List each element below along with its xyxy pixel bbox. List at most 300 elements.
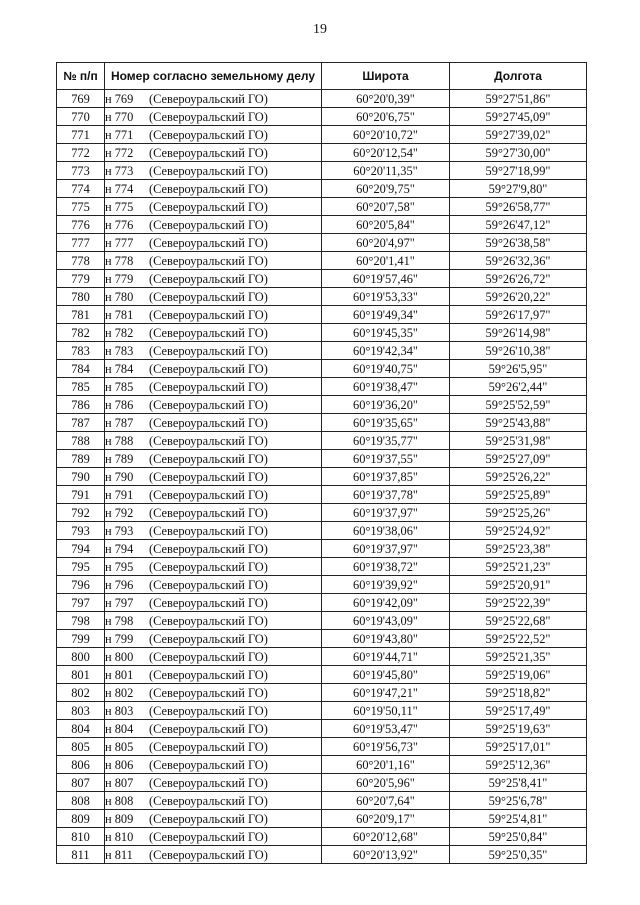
- longitude-cell: 59°27'39,02": [450, 126, 587, 144]
- longitude-cell: 59°27'9,80": [450, 180, 587, 198]
- land-ref-cell: [105, 432, 322, 450]
- land-ref-district: (Североуральский ГО): [149, 451, 268, 466]
- longitude-cell: 59°25'8,41": [450, 774, 587, 792]
- row-number: 779: [57, 270, 105, 288]
- land-ref-code: н 774: [105, 181, 134, 196]
- land-ref-district: (Североуральский ГО): [149, 703, 268, 718]
- longitude-cell: 59°25'19,06": [450, 666, 587, 684]
- table-row: [57, 756, 587, 774]
- table-row: [57, 360, 587, 378]
- land-ref-code: н 772: [105, 145, 134, 160]
- land-ref-cell: [105, 576, 322, 594]
- land-ref-cell: [105, 756, 322, 774]
- table-row: [57, 234, 587, 252]
- latitude-cell: 60°20'1,16": [322, 756, 450, 774]
- longitude-cell: 59°25'19,63": [450, 720, 587, 738]
- longitude-cell: 59°26'26,72": [450, 270, 587, 288]
- latitude-cell: 60°20'0,39": [322, 90, 450, 108]
- header-num: № п/п: [57, 63, 105, 90]
- land-ref-code: н 788: [105, 433, 134, 448]
- latitude-cell: 60°20'12,54": [322, 144, 450, 162]
- table-row: [57, 522, 587, 540]
- row-number: 784: [57, 360, 105, 378]
- table-row: [57, 378, 587, 396]
- land-ref-cell: [105, 594, 322, 612]
- latitude-cell: 60°20'5,84": [322, 216, 450, 234]
- land-ref-cell: [105, 270, 322, 288]
- land-ref-cell: [105, 522, 322, 540]
- land-ref-code: н 809: [105, 811, 134, 826]
- land-ref-cell: [105, 828, 322, 846]
- latitude-cell: 60°19'53,33": [322, 288, 450, 306]
- row-number: 798: [57, 612, 105, 630]
- latitude-cell: 60°20'6,75": [322, 108, 450, 126]
- table-row: [57, 252, 587, 270]
- land-ref-code: н 783: [105, 343, 134, 358]
- land-ref-district: (Североуральский ГО): [149, 289, 268, 304]
- land-ref-code: н 798: [105, 613, 134, 628]
- land-ref-district: (Североуральский ГО): [149, 253, 268, 268]
- table-row: [57, 162, 587, 180]
- row-number: 802: [57, 684, 105, 702]
- land-ref-code: н 787: [105, 415, 134, 430]
- land-ref-district: (Североуральский ГО): [149, 793, 268, 808]
- land-ref-district: (Североуральский ГО): [149, 505, 268, 520]
- land-ref-cell: [105, 396, 322, 414]
- longitude-cell: 59°26'14,98": [450, 324, 587, 342]
- land-ref-cell: [105, 198, 322, 216]
- land-ref-cell: [105, 666, 322, 684]
- table-row: [57, 144, 587, 162]
- table-row: [57, 414, 587, 432]
- land-ref-cell: [105, 288, 322, 306]
- longitude-cell: 59°25'43,88": [450, 414, 587, 432]
- land-ref-cell: [105, 684, 322, 702]
- land-ref-district: (Североуральский ГО): [149, 811, 268, 826]
- land-ref-code: н 811: [105, 847, 133, 862]
- land-ref-cell: [105, 468, 322, 486]
- table-row: [57, 666, 587, 684]
- land-ref-code: н 805: [105, 739, 134, 754]
- row-number: 804: [57, 720, 105, 738]
- land-ref-cell: [105, 306, 322, 324]
- longitude-cell: 59°25'23,38": [450, 540, 587, 558]
- table-row: [57, 630, 587, 648]
- land-ref-cell: [105, 342, 322, 360]
- land-ref-district: (Североуральский ГО): [149, 469, 268, 484]
- land-ref-district: (Североуральский ГО): [149, 739, 268, 754]
- table-row: [57, 720, 587, 738]
- latitude-cell: 60°19'37,78": [322, 486, 450, 504]
- land-ref-code: н 793: [105, 523, 134, 538]
- longitude-cell: 59°25'0,84": [450, 828, 587, 846]
- latitude-cell: 60°20'1,41": [322, 252, 450, 270]
- row-number: 797: [57, 594, 105, 612]
- land-ref-district: (Североуральский ГО): [149, 649, 268, 664]
- table-row: [57, 90, 587, 108]
- land-ref-code: н 771: [105, 127, 134, 142]
- land-ref-code: н 800: [105, 649, 134, 664]
- row-number: 770: [57, 108, 105, 126]
- table-row: [57, 558, 587, 576]
- land-ref-district: (Североуральский ГО): [149, 577, 268, 592]
- table-row: [57, 612, 587, 630]
- land-ref-code: н 795: [105, 559, 134, 574]
- land-ref-cell: [105, 738, 322, 756]
- table-row: [57, 126, 587, 144]
- land-ref-cell: [105, 234, 322, 252]
- row-number: 810: [57, 828, 105, 846]
- row-number: 790: [57, 468, 105, 486]
- land-ref-code: н 777: [105, 235, 134, 250]
- land-ref-code: н 773: [105, 163, 134, 178]
- header-lat: Широта: [322, 63, 450, 90]
- longitude-cell: 59°25'18,82": [450, 684, 587, 702]
- land-ref-district: (Североуральский ГО): [149, 775, 268, 790]
- land-ref-district: (Североуральский ГО): [149, 235, 268, 250]
- table-row: [57, 792, 587, 810]
- latitude-cell: 60°19'36,20": [322, 396, 450, 414]
- latitude-cell: 60°20'9,17": [322, 810, 450, 828]
- land-ref-district: (Североуральский ГО): [149, 307, 268, 322]
- row-number: 800: [57, 648, 105, 666]
- land-ref-district: (Североуральский ГО): [149, 721, 268, 736]
- land-ref-district: (Североуральский ГО): [149, 541, 268, 556]
- table-row: [57, 468, 587, 486]
- table-row: [57, 540, 587, 558]
- land-ref-code: н 785: [105, 379, 134, 394]
- table-row: [57, 702, 587, 720]
- row-number: 777: [57, 234, 105, 252]
- latitude-cell: 60°20'5,96": [322, 774, 450, 792]
- latitude-cell: 60°19'47,21": [322, 684, 450, 702]
- row-number: 772: [57, 144, 105, 162]
- land-ref-code: н 792: [105, 505, 134, 520]
- land-ref-cell: [105, 162, 322, 180]
- land-ref-code: н 808: [105, 793, 134, 808]
- table-row: [57, 648, 587, 666]
- longitude-cell: 59°25'21,35": [450, 648, 587, 666]
- header-lon: Долгота: [450, 63, 587, 90]
- longitude-cell: 59°25'52,59": [450, 396, 587, 414]
- land-ref-district: (Североуральский ГО): [149, 685, 268, 700]
- table-row: [57, 504, 587, 522]
- latitude-cell: 60°20'7,58": [322, 198, 450, 216]
- table-row: [57, 396, 587, 414]
- row-number: 803: [57, 702, 105, 720]
- table-row: [57, 738, 587, 756]
- land-ref-cell: [105, 108, 322, 126]
- land-ref-cell: [105, 540, 322, 558]
- row-number: 793: [57, 522, 105, 540]
- row-number: 781: [57, 306, 105, 324]
- longitude-cell: 59°25'24,92": [450, 522, 587, 540]
- table-row: [57, 324, 587, 342]
- land-ref-district: (Североуральский ГО): [149, 433, 268, 448]
- row-number: 789: [57, 450, 105, 468]
- land-ref-code: н 796: [105, 577, 134, 592]
- land-ref-code: н 799: [105, 631, 134, 646]
- land-ref-cell: [105, 846, 322, 864]
- row-number: 771: [57, 126, 105, 144]
- land-ref-code: н 804: [105, 721, 134, 736]
- land-ref-district: (Североуральский ГО): [149, 847, 268, 862]
- latitude-cell: 60°19'49,34": [322, 306, 450, 324]
- longitude-cell: 59°25'26,22": [450, 468, 587, 486]
- land-ref-cell: [105, 144, 322, 162]
- latitude-cell: 60°19'39,92": [322, 576, 450, 594]
- land-ref-cell: [105, 252, 322, 270]
- land-ref-cell: [105, 648, 322, 666]
- row-number: 786: [57, 396, 105, 414]
- table-row: [57, 216, 587, 234]
- latitude-cell: 60°19'40,75": [322, 360, 450, 378]
- longitude-cell: 59°25'17,49": [450, 702, 587, 720]
- land-ref-district: (Североуральский ГО): [149, 343, 268, 358]
- row-number: 801: [57, 666, 105, 684]
- land-ref-district: (Североуральский ГО): [149, 361, 268, 376]
- row-number: 795: [57, 558, 105, 576]
- longitude-cell: 59°25'12,36": [450, 756, 587, 774]
- land-ref-district: (Североуральский ГО): [149, 397, 268, 412]
- table-row: [57, 774, 587, 792]
- latitude-cell: 60°19'45,80": [322, 666, 450, 684]
- latitude-cell: 60°20'13,92": [322, 846, 450, 864]
- table-row: [57, 576, 587, 594]
- table-row: [57, 810, 587, 828]
- land-ref-code: н 797: [105, 595, 134, 610]
- land-ref-cell: [105, 702, 322, 720]
- land-ref-code: н 776: [105, 217, 134, 232]
- longitude-cell: 59°25'17,01": [450, 738, 587, 756]
- latitude-cell: 60°19'43,80": [322, 630, 450, 648]
- table-row: [57, 828, 587, 846]
- longitude-cell: 59°25'0,35": [450, 846, 587, 864]
- land-ref-district: (Североуральский ГО): [149, 181, 268, 196]
- latitude-cell: 60°20'12,68": [322, 828, 450, 846]
- land-ref-district: (Североуральский ГО): [149, 127, 268, 142]
- table-row: [57, 486, 587, 504]
- land-ref-district: (Североуральский ГО): [149, 109, 268, 124]
- longitude-cell: 59°26'47,12": [450, 216, 587, 234]
- row-number: 778: [57, 252, 105, 270]
- longitude-cell: 59°27'51,86": [450, 90, 587, 108]
- longitude-cell: 59°26'5,95": [450, 360, 587, 378]
- table-row: [57, 288, 587, 306]
- table-row: [57, 450, 587, 468]
- row-number: 809: [57, 810, 105, 828]
- land-ref-code: н 778: [105, 253, 134, 268]
- latitude-cell: 60°19'42,34": [322, 342, 450, 360]
- land-ref-district: (Североуральский ГО): [149, 559, 268, 574]
- table-body: [57, 90, 587, 864]
- table-row: [57, 432, 587, 450]
- longitude-cell: 59°25'22,39": [450, 594, 587, 612]
- row-number: 806: [57, 756, 105, 774]
- land-ref-district: (Североуральский ГО): [149, 523, 268, 538]
- land-ref-cell: [105, 774, 322, 792]
- longitude-cell: 59°26'2,44": [450, 378, 587, 396]
- table-row: [57, 198, 587, 216]
- latitude-cell: 60°19'43,09": [322, 612, 450, 630]
- land-ref-district: (Североуральский ГО): [149, 163, 268, 178]
- latitude-cell: 60°19'56,73": [322, 738, 450, 756]
- land-ref-cell: [105, 378, 322, 396]
- latitude-cell: 60°19'38,72": [322, 558, 450, 576]
- longitude-cell: 59°25'6,78": [450, 792, 587, 810]
- latitude-cell: 60°20'9,75": [322, 180, 450, 198]
- land-ref-district: (Североуральский ГО): [149, 631, 268, 646]
- row-number: 791: [57, 486, 105, 504]
- land-ref-code: н 781: [105, 307, 134, 322]
- land-ref-district: (Североуральский ГО): [149, 829, 268, 844]
- latitude-cell: 60°19'35,77": [322, 432, 450, 450]
- table-header: [57, 63, 587, 90]
- land-ref-code: н 775: [105, 199, 134, 214]
- row-number: 799: [57, 630, 105, 648]
- longitude-cell: 59°27'18,99": [450, 162, 587, 180]
- longitude-cell: 59°25'25,26": [450, 504, 587, 522]
- longitude-cell: 59°26'38,58": [450, 234, 587, 252]
- land-ref-code: н 803: [105, 703, 134, 718]
- latitude-cell: 60°19'37,55": [322, 450, 450, 468]
- land-ref-cell: [105, 810, 322, 828]
- land-ref-district: (Североуральский ГО): [149, 757, 268, 772]
- land-ref-district: (Североуральский ГО): [149, 91, 268, 106]
- land-ref-code: н 801: [105, 667, 134, 682]
- page-number: 19: [313, 22, 327, 37]
- table-row: [57, 108, 587, 126]
- land-ref-code: н 810: [105, 829, 134, 844]
- land-ref-district: (Североуральский ГО): [149, 217, 268, 232]
- row-number: 776: [57, 216, 105, 234]
- latitude-cell: 60°19'37,97": [322, 504, 450, 522]
- row-number: 782: [57, 324, 105, 342]
- header-ref: Номер согласно земельному делу: [105, 63, 322, 90]
- longitude-cell: 59°25'27,09": [450, 450, 587, 468]
- latitude-cell: 60°19'37,85": [322, 468, 450, 486]
- land-ref-district: (Североуральский ГО): [149, 415, 268, 430]
- latitude-cell: 60°20'11,35": [322, 162, 450, 180]
- row-number: 807: [57, 774, 105, 792]
- latitude-cell: 60°19'42,09": [322, 594, 450, 612]
- land-ref-code: н 789: [105, 451, 134, 466]
- land-ref-cell: [105, 612, 322, 630]
- longitude-cell: 59°27'30,00": [450, 144, 587, 162]
- land-ref-code: н 790: [105, 469, 134, 484]
- land-ref-code: н 791: [105, 487, 134, 502]
- land-ref-cell: [105, 504, 322, 522]
- table-row: [57, 594, 587, 612]
- row-number: 773: [57, 162, 105, 180]
- land-ref-cell: [105, 360, 322, 378]
- land-ref-code: н 806: [105, 757, 134, 772]
- land-ref-code: н 794: [105, 541, 134, 556]
- land-ref-code: н 784: [105, 361, 134, 376]
- land-ref-cell: [105, 216, 322, 234]
- row-number: 775: [57, 198, 105, 216]
- land-ref-cell: [105, 90, 322, 108]
- land-ref-cell: [105, 792, 322, 810]
- row-number: 787: [57, 414, 105, 432]
- land-ref-cell: [105, 180, 322, 198]
- longitude-cell: 59°25'31,98": [450, 432, 587, 450]
- latitude-cell: 60°20'4,97": [322, 234, 450, 252]
- land-ref-cell: [105, 414, 322, 432]
- latitude-cell: 60°19'50,11": [322, 702, 450, 720]
- longitude-cell: 59°25'20,91": [450, 576, 587, 594]
- land-ref-district: (Североуральский ГО): [149, 325, 268, 340]
- latitude-cell: 60°19'44,71": [322, 648, 450, 666]
- row-number: 774: [57, 180, 105, 198]
- table-row: [57, 684, 587, 702]
- land-ref-district: (Североуральский ГО): [149, 199, 268, 214]
- longitude-cell: 59°26'32,36": [450, 252, 587, 270]
- row-number: 794: [57, 540, 105, 558]
- longitude-cell: 59°25'4,81": [450, 810, 587, 828]
- longitude-cell: 59°26'58,77": [450, 198, 587, 216]
- row-number: 805: [57, 738, 105, 756]
- table-row: [57, 342, 587, 360]
- row-number: 785: [57, 378, 105, 396]
- row-number: 788: [57, 432, 105, 450]
- table-row: [57, 180, 587, 198]
- land-ref-code: н 779: [105, 271, 134, 286]
- longitude-cell: 59°25'22,68": [450, 612, 587, 630]
- latitude-cell: 60°19'57,46": [322, 270, 450, 288]
- longitude-cell: 59°26'20,22": [450, 288, 587, 306]
- land-ref-code: н 802: [105, 685, 134, 700]
- latitude-cell: 60°19'38,47": [322, 378, 450, 396]
- longitude-cell: 59°26'17,97": [450, 306, 587, 324]
- row-number: 769: [57, 90, 105, 108]
- land-ref-district: (Североуральский ГО): [149, 487, 268, 502]
- land-ref-district: (Североуральский ГО): [149, 379, 268, 394]
- longitude-cell: 59°25'22,52": [450, 630, 587, 648]
- row-number: 792: [57, 504, 105, 522]
- row-number: 811: [57, 846, 105, 864]
- land-ref-cell: [105, 324, 322, 342]
- land-ref-district: (Североуральский ГО): [149, 613, 268, 628]
- land-ref-code: н 786: [105, 397, 134, 412]
- land-ref-cell: [105, 486, 322, 504]
- table-row: [57, 306, 587, 324]
- row-number: 808: [57, 792, 105, 810]
- coordinates-table: [56, 62, 587, 864]
- land-ref-district: (Североуральский ГО): [149, 595, 268, 610]
- latitude-cell: 60°19'37,97": [322, 540, 450, 558]
- table-row: [57, 270, 587, 288]
- land-ref-code: н 780: [105, 289, 134, 304]
- land-ref-code: н 769: [105, 91, 134, 106]
- land-ref-district: (Североуральский ГО): [149, 145, 268, 160]
- longitude-cell: 59°25'21,23": [450, 558, 587, 576]
- latitude-cell: 60°20'10,72": [322, 126, 450, 144]
- latitude-cell: 60°19'53,47": [322, 720, 450, 738]
- table-row: [57, 846, 587, 864]
- latitude-cell: 60°19'38,06": [322, 522, 450, 540]
- longitude-cell: 59°25'25,89": [450, 486, 587, 504]
- land-ref-cell: [105, 126, 322, 144]
- latitude-cell: 60°20'7,64": [322, 792, 450, 810]
- latitude-cell: 60°19'35,65": [322, 414, 450, 432]
- land-ref-district: (Североуральский ГО): [149, 271, 268, 286]
- row-number: 783: [57, 342, 105, 360]
- land-ref-cell: [105, 630, 322, 648]
- land-ref-cell: [105, 450, 322, 468]
- land-ref-cell: [105, 558, 322, 576]
- land-ref-code: н 782: [105, 325, 134, 340]
